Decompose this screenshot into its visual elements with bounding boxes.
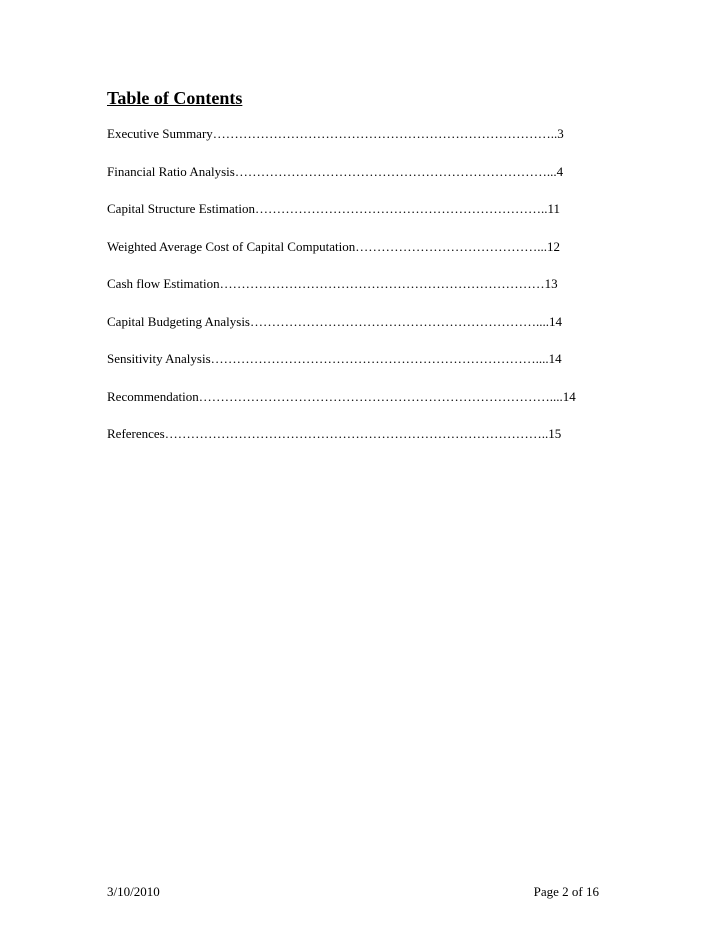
page-footer xyxy=(107,883,599,901)
toc-entry-financial-ratio-analysis[interactable]: Financial Ratio Analysis………………………………………………………………...4 xyxy=(107,163,564,179)
toc-entry-capital-structure-estimation[interactable]: Capital Structure Estimation…………………………………………………………..11 xyxy=(107,201,561,216)
toc-list xyxy=(107,124,607,462)
toc-title: Table of Contents xyxy=(107,88,243,108)
footer-page-number: Page 2 of 16 xyxy=(533,884,599,899)
toc-entry-wacc-computation[interactable]: Weighted Average Cost of Capital Computation……………………………………...12 xyxy=(107,238,560,254)
toc-entry-recommendation[interactable]: Recommendation………………………………………………………………………....14 xyxy=(107,388,576,404)
toc-entry-sensitivity-analysis[interactable]: Sensitivity Analysis…………………………………………………………………....14 xyxy=(107,351,562,366)
footer-date: 3/10/2010 xyxy=(107,884,160,899)
toc-entry-references[interactable]: References……………………………………………………………………………..15 xyxy=(107,426,562,441)
toc-entry-cash-flow-estimation[interactable]: Cash flow Estimation…………………………………………………………………13 xyxy=(107,276,558,291)
toc-entry-executive-summary[interactable]: Executive Summary……………………………………………………………………..3 xyxy=(107,126,564,141)
toc-entry-capital-budgeting-analysis[interactable]: Capital Budgeting Analysis…………………………………………………………....14 xyxy=(107,313,562,329)
